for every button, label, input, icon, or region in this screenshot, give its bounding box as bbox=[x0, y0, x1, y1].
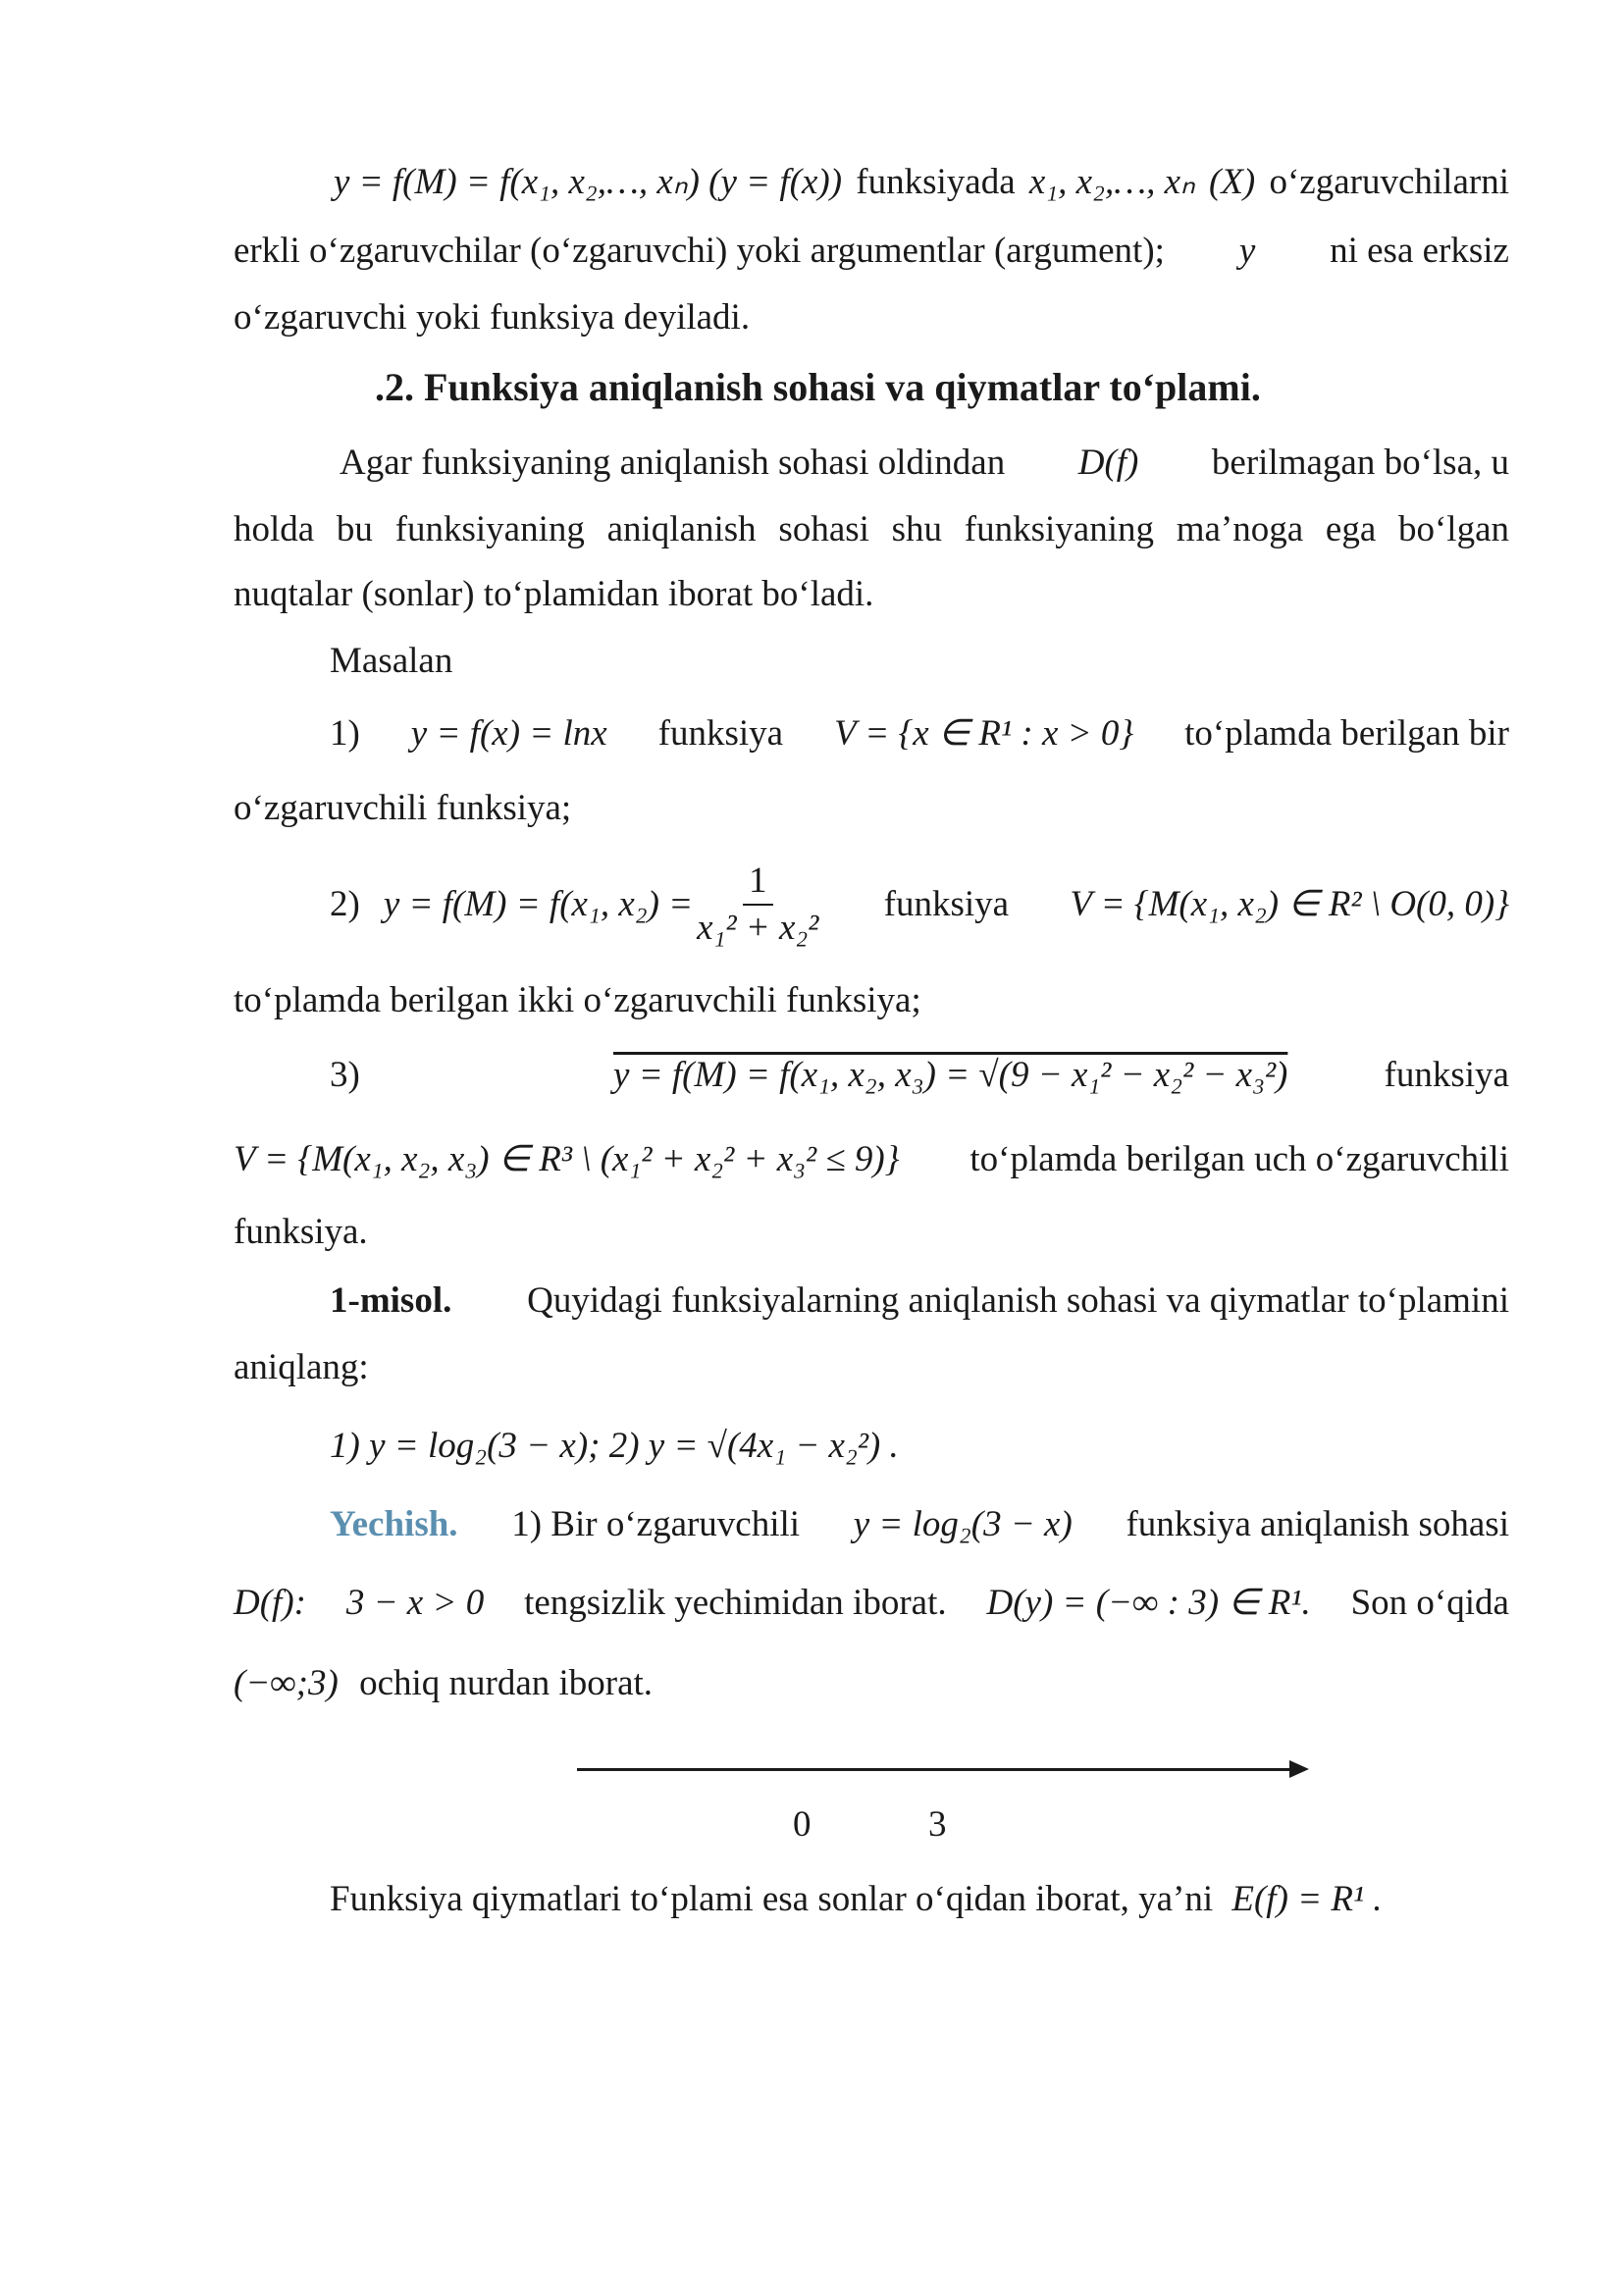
para-line-2 bbox=[234, 506, 1509, 553]
formula-Df: D(f) bbox=[1077, 443, 1139, 483]
example-1-set: V = {x ∈ R¹ : x > 0} bbox=[834, 713, 1134, 754]
formula-variables: x₁, x₂,…, xₙ bbox=[1028, 162, 1195, 202]
solution-inequality: 3 − x > 0 bbox=[345, 1583, 485, 1623]
example-2-formula: y = f(M) = f(x₁, x₂) = bbox=[383, 884, 694, 924]
example-3-number: 3) bbox=[330, 1055, 360, 1095]
final-line bbox=[330, 1876, 1383, 1923]
example-1-formula: y = f(x) = lnx bbox=[410, 713, 607, 754]
example-1-word: funksiya bbox=[657, 713, 784, 754]
text-funksiyada: funksiyada bbox=[856, 162, 1016, 202]
solution-interval: (−∞;3) bbox=[234, 1663, 339, 1703]
solution-line-2 bbox=[234, 1580, 1509, 1627]
solution-Dy: D(y) = (−∞ : 3) ∈ R¹. bbox=[986, 1583, 1311, 1623]
misol-tasks: 1) y = log₂(3 − x); 2) y = √(4x₁ − x₂²) . bbox=[330, 1426, 899, 1466]
text-ozgaruvchilarni: o‘zgaruvchilarni bbox=[1269, 162, 1509, 202]
definition-line-1 bbox=[334, 159, 1509, 206]
example-3-set-line bbox=[234, 1136, 1509, 1183]
text-holda: holda bu funksiyaning aniqlanish sohasi shu funksiyaning ma’noga ega bo‘lgan bbox=[234, 509, 1509, 549]
solution-text: tengsizlik yechimidan iborat. bbox=[524, 1583, 947, 1623]
text-nuqtalar: nuqtalar (sonlar) to‘plamidan iborat bo‘ladi. bbox=[234, 574, 874, 614]
final-formula: E(f) = R¹ . bbox=[1231, 1879, 1383, 1919]
example-3-line bbox=[330, 1052, 1509, 1099]
example-3-word: funksiya bbox=[1384, 1055, 1509, 1095]
formula-function-definition: y = f(M) = f(x₁, x₂,…, xₙ) (y = f(x)) bbox=[334, 162, 843, 202]
solution-line-3 bbox=[234, 1660, 653, 1707]
example-2-left bbox=[330, 862, 822, 947]
example-1-number: 1) bbox=[330, 713, 360, 754]
definition-line-3 bbox=[234, 294, 750, 341]
example-2-line bbox=[330, 856, 1509, 954]
formula-y: y bbox=[1238, 231, 1256, 271]
example-1-next: o‘zgaruvchili funksiya; bbox=[234, 788, 572, 828]
final-text: Funksiya qiymatlari to‘plami esa sonlar o‘qidan iborat, ya’ni bbox=[330, 1879, 1214, 1919]
arrow-right-icon bbox=[1289, 1760, 1309, 1778]
text-deyiladi: o‘zgaruvchi yoki funksiya deyiladi. bbox=[234, 297, 751, 338]
para-line-3 bbox=[234, 571, 873, 618]
fraction-numerator: 1 bbox=[743, 862, 773, 906]
misol-label: 1-misol. bbox=[330, 1280, 452, 1321]
solution-text-a: 1) Bir o‘zgaruvchili bbox=[511, 1504, 801, 1544]
masalan-label: Masalan bbox=[330, 641, 453, 681]
solution-formula: y = log₂(3 − x) bbox=[853, 1504, 1073, 1544]
example-2-word: funksiya bbox=[883, 884, 1010, 924]
misol-text-2: aniqlang: bbox=[234, 1347, 369, 1387]
example-3-formula: y = f(M) = f(x₁, x₂, x₃) = √(9 − x₁² − x₂² − x₃²) bbox=[613, 1055, 1288, 1095]
example-2-number: 2) bbox=[330, 884, 360, 924]
solution-Df: D(f): bbox=[234, 1583, 306, 1623]
formula-X: (X) bbox=[1209, 162, 1256, 202]
text-erkli: erkli o‘zgaruvchilar (o‘zgaruvchi) yoki argumentlar (argument); bbox=[234, 231, 1165, 271]
example-2-set: V = {M(x₁, x₂) ∈ R² \ O(0, 0)} bbox=[1070, 884, 1509, 924]
text-berilmagan: berilmagan bo‘lsa, u bbox=[1211, 443, 1509, 483]
example-3-set: V = {M(x₁, x₂, x₃) ∈ R³ \ (x₁² + x₂² + x₃² ≤ 9)} bbox=[234, 1139, 900, 1179]
example-2-fraction bbox=[697, 862, 818, 947]
solution-text-b: funksiya aniqlanish sohasi bbox=[1126, 1504, 1509, 1544]
axis-tick-3: 3 bbox=[928, 1804, 947, 1845]
definition-line-2 bbox=[234, 228, 1509, 275]
misol-line bbox=[330, 1278, 1509, 1325]
text-erksiz: ni esa erksiz bbox=[1330, 231, 1509, 271]
solution-line-3-text: ochiq nurdan iborat. bbox=[359, 1663, 654, 1703]
solution-line-1 bbox=[330, 1501, 1509, 1548]
axis-tick-0: 0 bbox=[793, 1804, 812, 1845]
solution-tail: Son o‘qida bbox=[1350, 1583, 1509, 1623]
number-line-axis bbox=[577, 1768, 1293, 1771]
section-heading: .2. Funksiya aniqlanish sohasi va qiymatlar to‘plami. bbox=[375, 365, 1261, 409]
misol-text: Quyidagi funksiyalarning aniqlanish sohasi va qiymatlar to‘plamini bbox=[527, 1280, 1509, 1321]
para-line-1 bbox=[340, 440, 1509, 487]
example-3-next: funksiya. bbox=[234, 1212, 368, 1252]
fraction-denominator: x₁² + x₂² bbox=[697, 908, 819, 948]
solution-label: Yechish. bbox=[330, 1504, 458, 1544]
example-3-tail: to‘plamda berilgan uch o‘zgaruvchili bbox=[969, 1139, 1509, 1179]
example-1-line bbox=[330, 710, 1509, 757]
example-2-next: to‘plamda berilgan ikki o‘zgaruvchili funksiya; bbox=[234, 980, 921, 1020]
example-1-tail: to‘plamda berilgan bir bbox=[1184, 713, 1509, 754]
text-agar: Agar funksiyaning aniqlanish sohasi oldindan bbox=[340, 443, 1006, 483]
